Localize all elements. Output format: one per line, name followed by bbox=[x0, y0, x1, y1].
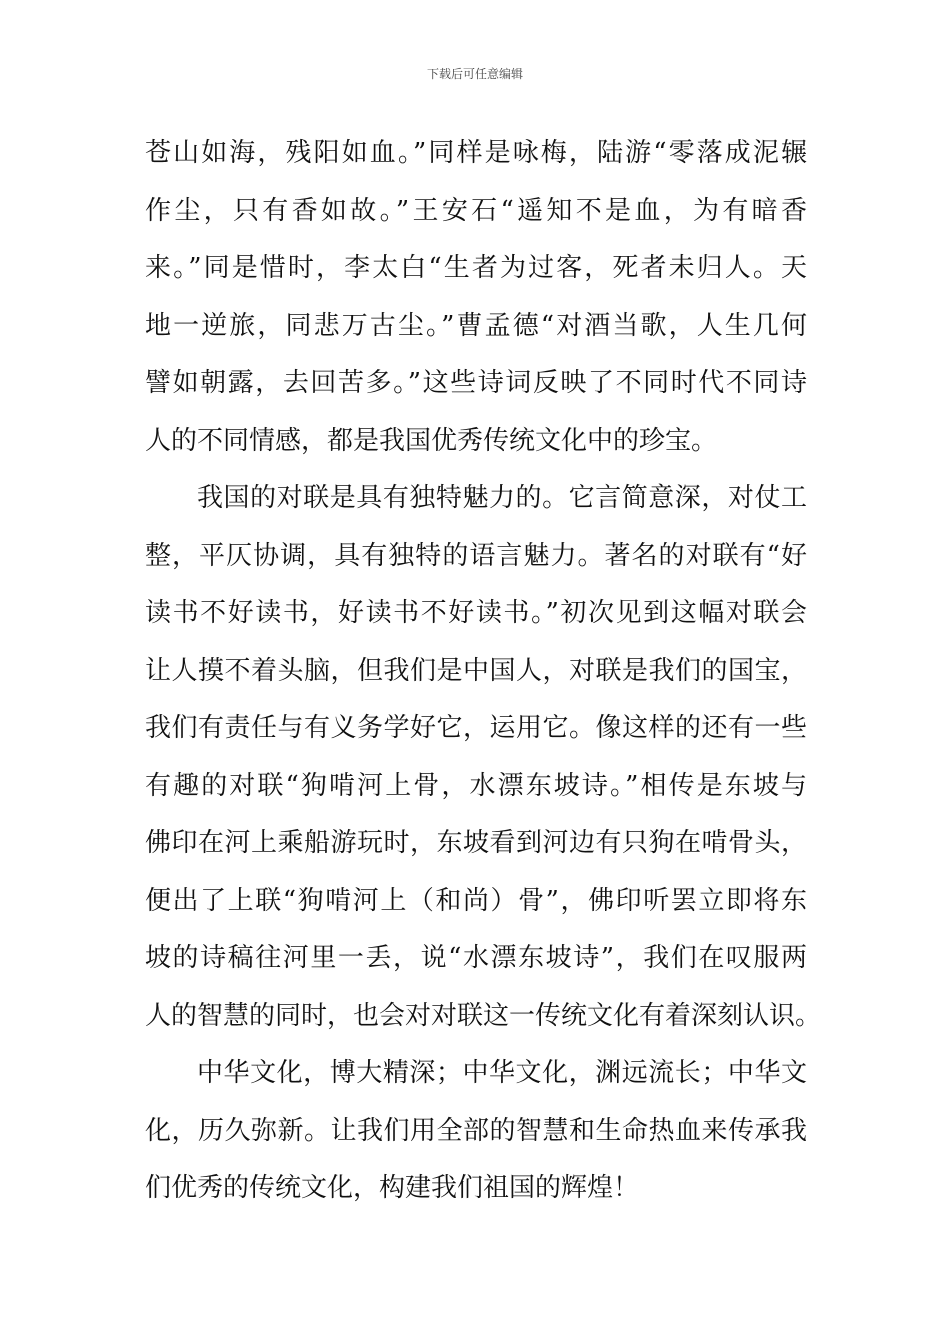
text-line: 作尘，只有香如故。”王安石“遥知不是血，为有暗香 bbox=[145, 195, 807, 226]
text-line: 有趣的对联“狗啃河上骨，水漂东坡诗。”相传是东坡与 bbox=[145, 770, 807, 801]
text-line: 来。”同是惜时，李太白“生者为过客，死者未归人。天 bbox=[145, 253, 807, 283]
text-line: 化，历久弥新。让我们用全部的智慧和生命热血来传承我 bbox=[145, 1115, 807, 1146]
text-line: 便出了上联“狗啃河上（和尚）骨”，佛印听罢立即将东 bbox=[145, 885, 807, 916]
text-line: 人的不同情感，都是我国优秀传统文化中的珍宝。 bbox=[145, 425, 718, 456]
text-line: 佛印在河上乘船游玩时，东坡看到河边有只狗在啃骨头， bbox=[145, 828, 807, 858]
text-line: 譬如朝露，去回苦多。”这些诗词反映了不同时代不同诗 bbox=[145, 368, 807, 398]
text-line: 整，平仄协调，具有独特的语言魅力。著名的对联有“好 bbox=[145, 540, 807, 571]
paragraph-1 bbox=[145, 125, 807, 470]
text-line: 地一逆旅，同悲万古尘。”曹孟德“对酒当歌，人生几何 bbox=[145, 310, 807, 341]
document-body bbox=[145, 125, 822, 1218]
paragraph-3 bbox=[145, 1045, 807, 1218]
text-line: 坡的诗稿往河里一丢，说“水漂东坡诗”，我们在叹服两 bbox=[145, 943, 807, 973]
text-line: 我们有责任与有义务学好它，运用它。像这样的还有一些 bbox=[145, 713, 807, 743]
paragraph-2 bbox=[145, 470, 822, 1045]
page-header: 下载后可任意编辑 bbox=[426, 67, 523, 81]
text-line: 中华文化，博大精深；中华文化，渊远流长；中华文 bbox=[197, 1058, 807, 1088]
text-line: 读书不好读书，好读书不好读书。”初次见到这幅对联会 bbox=[145, 598, 807, 628]
text-line: 让人摸不着头脑，但我们是中国人，对联是我们的国宝， bbox=[145, 655, 807, 686]
text-line: 们优秀的传统文化，构建我们祖国的辉煌！ bbox=[145, 1173, 640, 1203]
text-line: 我国的对联是具有独特魅力的。它言简意深，对仗工 bbox=[197, 483, 807, 513]
text-line: 苍山如海，残阳如血。”同样是咏梅，陆游“零落成泥辗 bbox=[145, 138, 807, 168]
text-line: 人的智慧的同时，也会对对联这一传统文化有着深刻认识。 bbox=[145, 1000, 822, 1031]
